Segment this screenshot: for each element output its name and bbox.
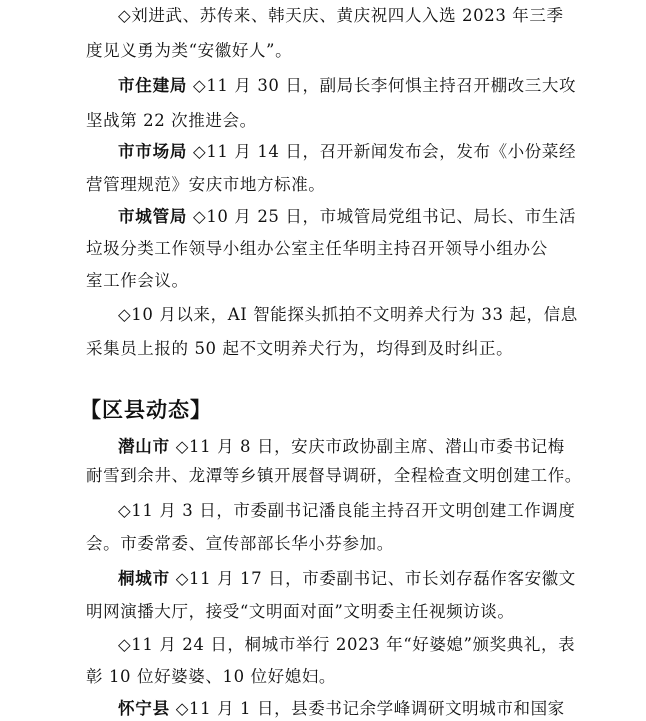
paragraph-line (118, 74, 586, 98)
paragraph-line (86, 532, 586, 556)
paragraph-line (86, 109, 586, 133)
paragraph-text: 度见义勇为类“安徽好人”。 (86, 41, 293, 60)
paragraph-line (86, 237, 586, 261)
paragraph-line (86, 464, 586, 488)
paragraph-text: 坚战第 22 次推进会。 (86, 111, 257, 130)
paragraph-line (86, 665, 586, 689)
paragraph-text: 垃圾分类工作领导小组办公室主任华明主持召开领导小组办公 (86, 239, 548, 258)
paragraph-line (118, 499, 586, 523)
paragraph-text: 彰 10 位好婆婆、10 位好媳妇。 (86, 667, 337, 686)
section-heading: 【区县动态】 (80, 398, 212, 422)
paragraph-lead: 市市场局 (118, 142, 188, 161)
paragraph-line (118, 435, 586, 459)
paragraph-line (118, 697, 586, 721)
paragraph-lead: 桐城市 (118, 569, 170, 588)
paragraph-text: 营管理规范》安庆市地方标准。 (86, 175, 326, 194)
paragraph-text: ◇10 月 25 日，市城管局党组书记、局长、市生活 (187, 207, 577, 226)
paragraph-line (118, 205, 586, 229)
paragraph-text: ◇11 月 8 日，安庆市政协副主席、潜山市委书记梅 (169, 437, 565, 456)
paragraph-text: 采集员上报的 50 起不文明养犬行为，均得到及时纠正。 (86, 339, 514, 358)
paragraph-lead: 潜山市 (118, 437, 170, 456)
paragraph-text: ◇11 月 24 日，桐城市举行 2023 年“好婆媳”颁奖典礼，表 (118, 635, 576, 654)
paragraph-line (86, 269, 586, 293)
paragraph-text: 会。市委常委、宣传部部长华小芬参加。 (86, 534, 394, 553)
paragraph-line (118, 140, 586, 164)
paragraph-text: ◇刘进武、苏传来、韩天庆、黄庆祝四人入选 2023 年三季 (118, 6, 564, 25)
paragraph-text: 耐雪到余井、龙潭等乡镇开展督导调研，全程检查文明创建工作。 (86, 466, 582, 485)
paragraph-line (118, 4, 586, 28)
paragraph-line (86, 337, 586, 361)
paragraph-line (118, 633, 586, 657)
paragraph-text: ◇11 月 3 日，市委副书记潘良能主持召开文明创建工作调度 (118, 501, 576, 520)
paragraph-text: ◇11 月 14 日，召开新闻发布会，发布《小份菜经 (187, 142, 577, 161)
paragraph-text: ◇11 月 1 日，县委书记余学峰调研文明城市和国家 (169, 699, 565, 718)
paragraph-line (86, 39, 586, 63)
paragraph-text: ◇11 月 30 日，副局长李何惧主持召开棚改三大攻 (187, 76, 577, 95)
paragraph-lead: 怀宁县 (118, 699, 170, 718)
paragraph-line (86, 600, 586, 624)
paragraph-text: 室工作会议。 (86, 271, 189, 290)
paragraph-line (118, 567, 586, 591)
paragraph-lead: 市城管局 (118, 207, 188, 226)
paragraph-line (118, 303, 586, 327)
paragraph-text: ◇11 月 17 日，市委副书记、市长刘存磊作客安徽文 (169, 569, 576, 588)
paragraph-lead: 市住建局 (118, 76, 188, 95)
paragraph-text: 明网演播大厅，接受“文明面对面”文明委主任视频访谈。 (86, 602, 515, 621)
paragraph-line (86, 173, 586, 197)
paragraph-text: ◇10 月以来，AI 智能探头抓拍不文明养犬行为 33 起，信息 (118, 305, 578, 324)
